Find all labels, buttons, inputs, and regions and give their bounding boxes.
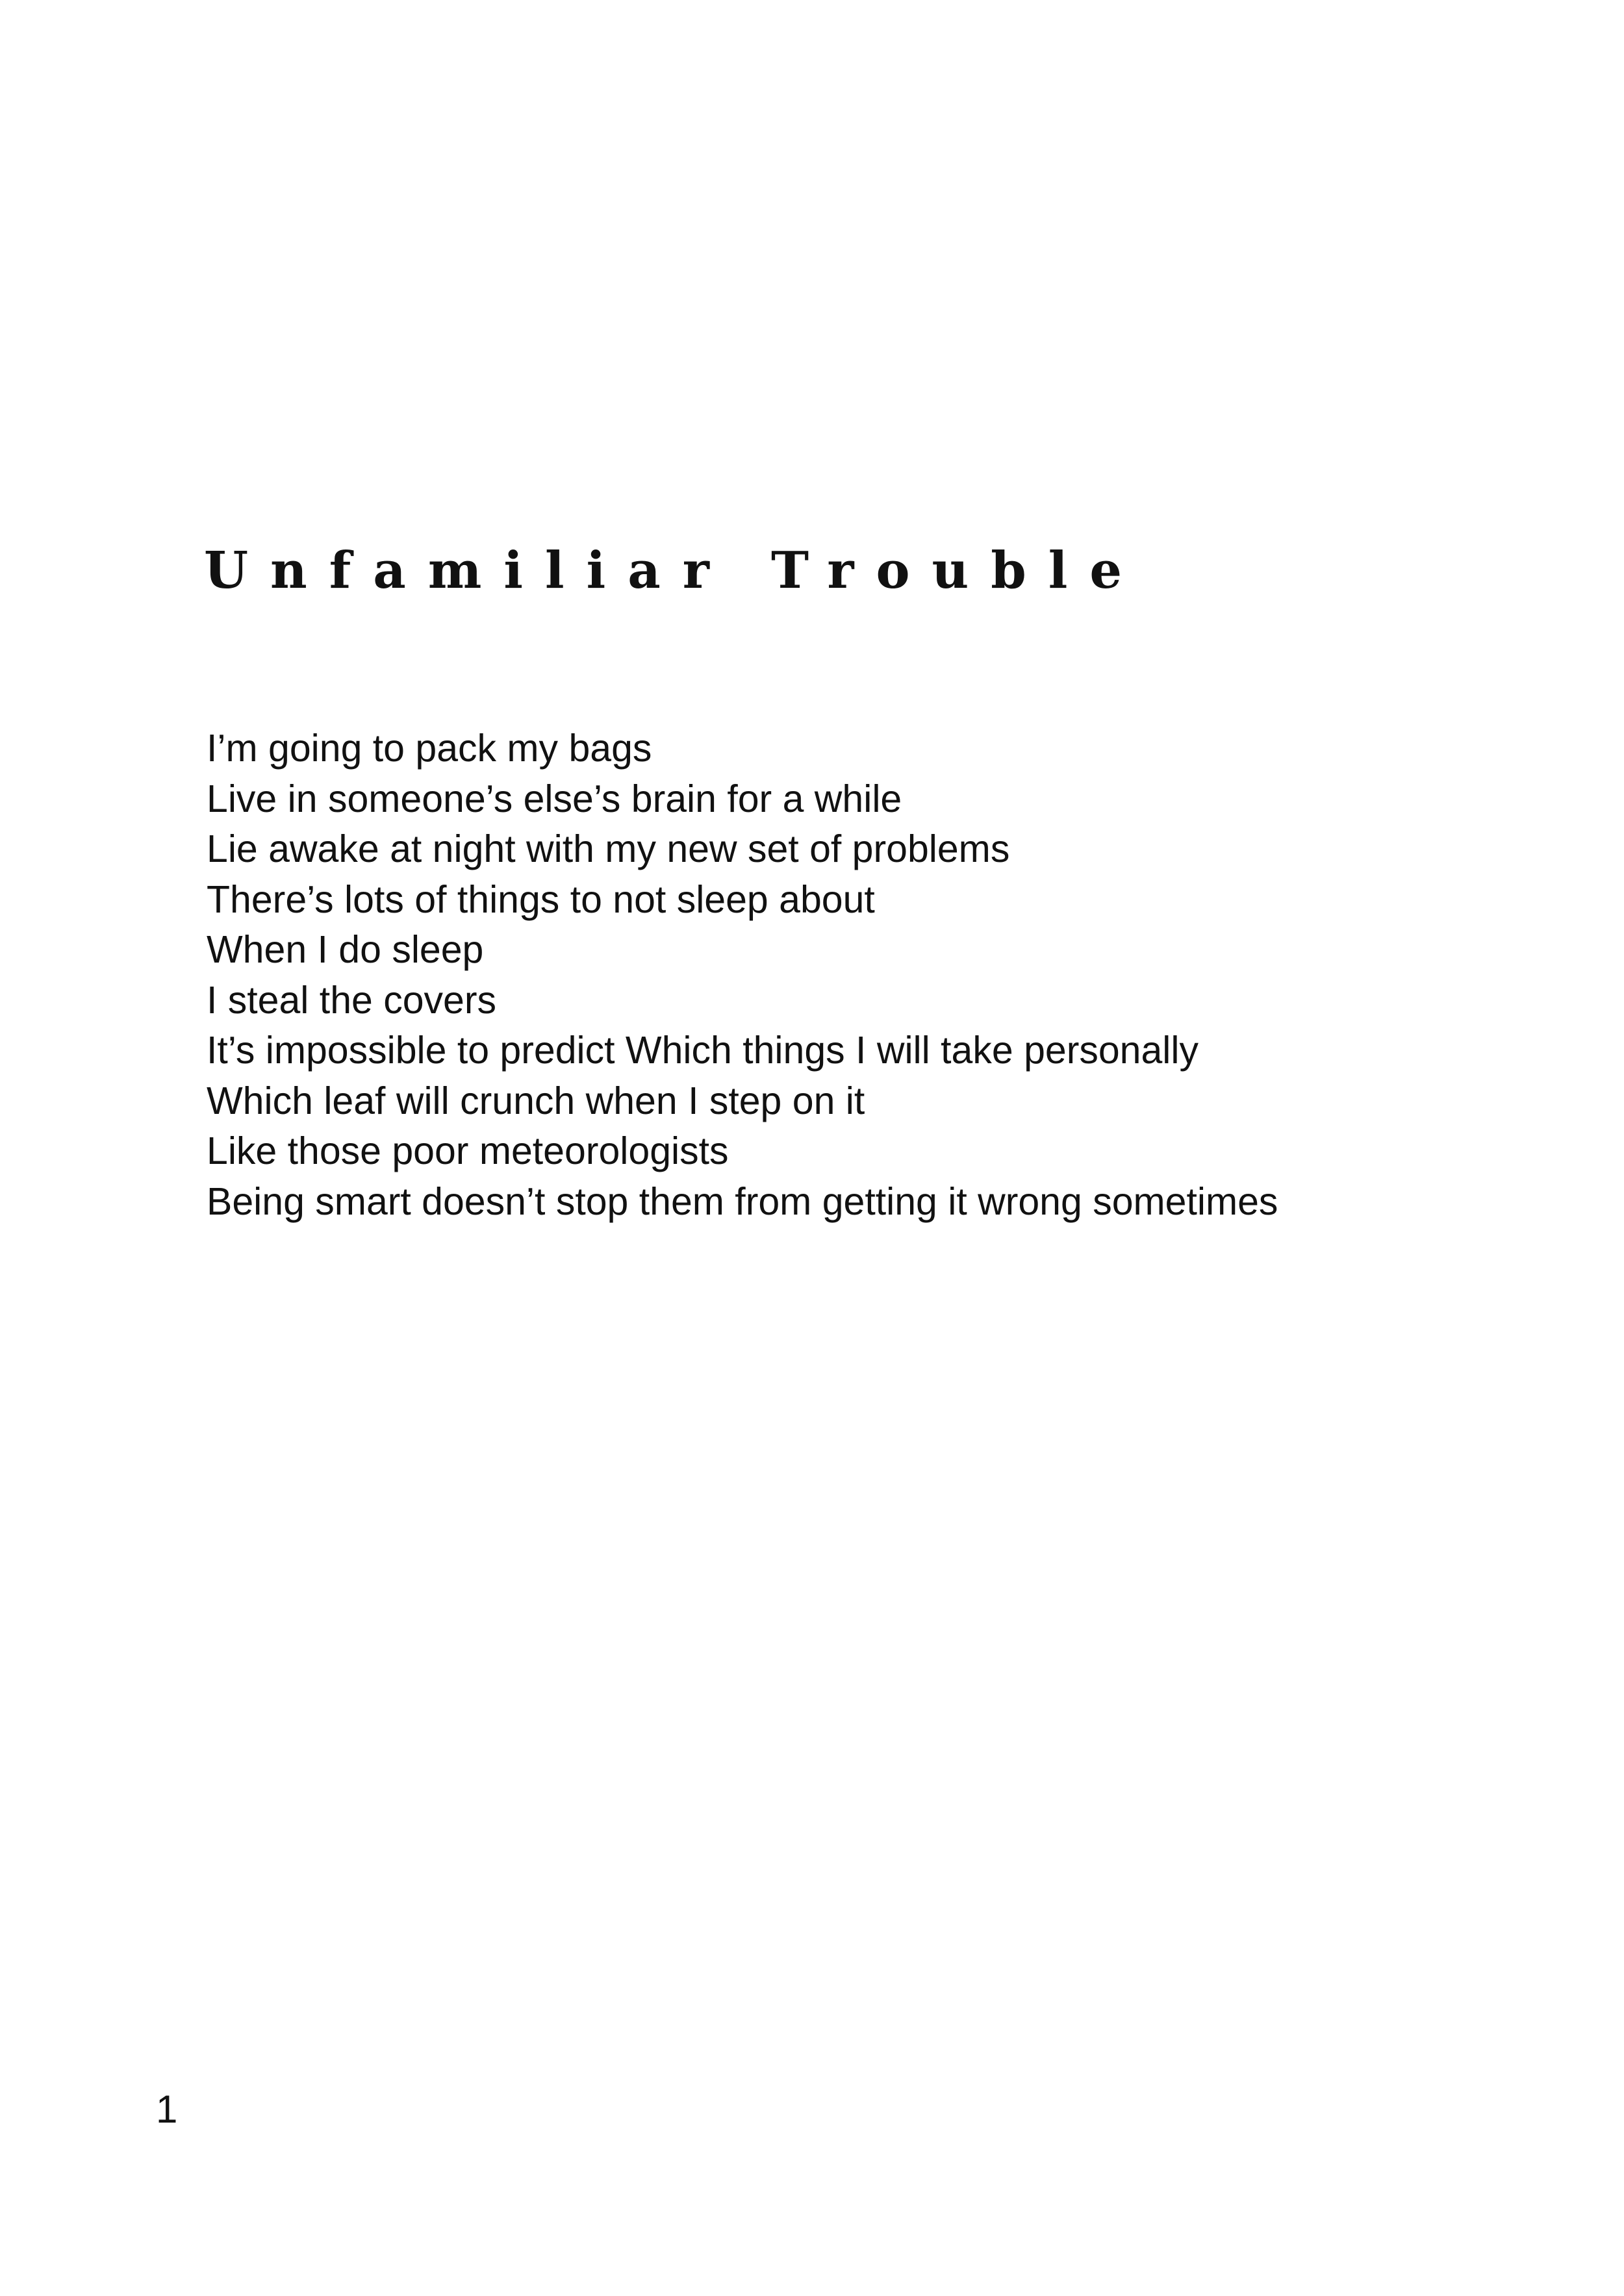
poem-line: There’s lots of things to not sleep about: [207, 877, 875, 921]
poem-line: Lie awake at night with my new set of problems: [207, 827, 1010, 870]
poem-line: When I do sleep: [207, 928, 484, 971]
poem-body: [207, 724, 1278, 1227]
page-number: 1: [156, 2088, 178, 2131]
poem-line: Live in someone’s else’s brain for a while: [207, 777, 902, 820]
poem-line: Like those poor meteorologists: [207, 1129, 729, 1172]
poem-line: Which leaf will crunch when I step on it: [207, 1079, 865, 1122]
poem-title: Unfamiliar Trouble: [204, 541, 1145, 600]
poem-line: Being smart doesn’t stop them from getting it wrong sometimes: [207, 1180, 1278, 1223]
poem-line: It’s impossible to predict Which things I will take personally: [207, 1029, 1199, 1072]
poem-line: I’m going to pack my bags: [207, 727, 652, 770]
poem-line: I steal the covers: [207, 978, 496, 1022]
